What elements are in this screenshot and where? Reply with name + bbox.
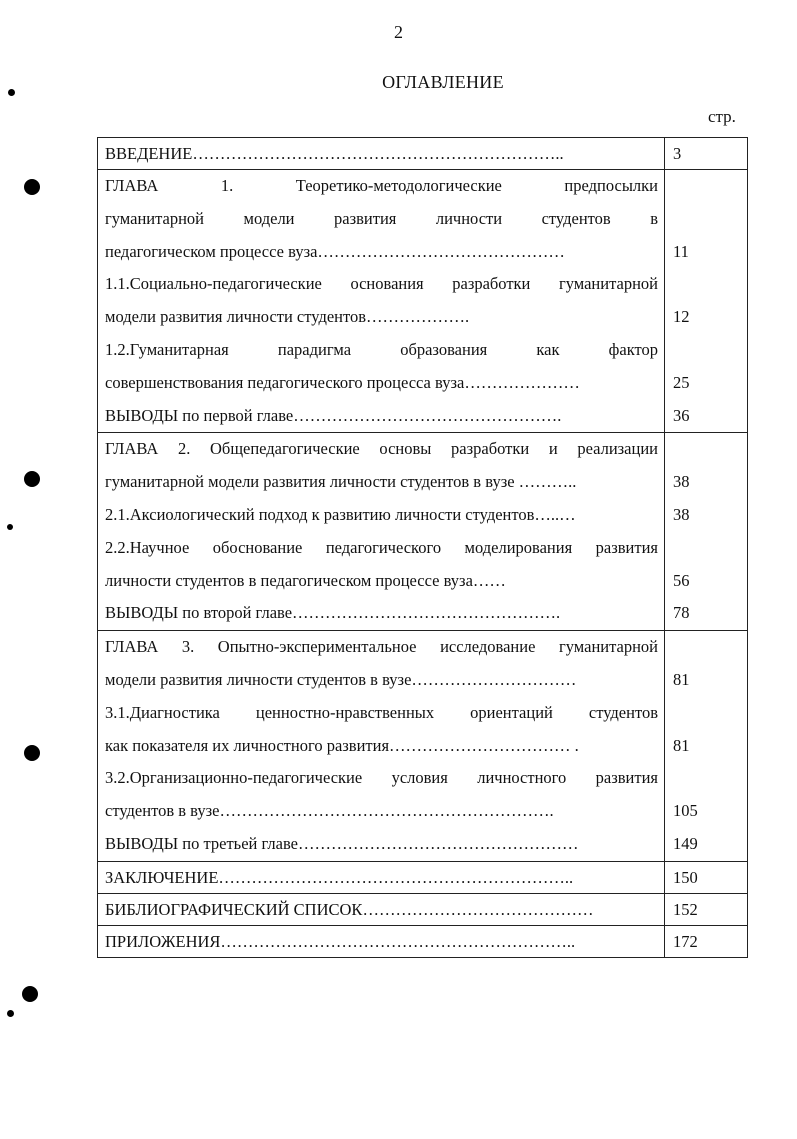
- toc-section: [98, 861, 748, 893]
- punch-hole-mark: [22, 986, 38, 1002]
- page-column-label: стр.: [708, 107, 736, 126]
- toc-entries-cell: [98, 433, 665, 631]
- toc-section: [98, 433, 748, 631]
- punch-hole-mark: [7, 524, 13, 530]
- punch-hole-mark: [8, 89, 15, 96]
- punch-hole-mark: [24, 471, 40, 487]
- toc-entry-line: педагогическом процессе вуза………………………………………: [105, 241, 565, 261]
- toc-pages-cell: [665, 893, 748, 925]
- toc-page-number: 3: [673, 144, 682, 163]
- toc-section: [98, 925, 748, 957]
- toc-page-number: 150: [673, 867, 698, 887]
- toc-page-number: 172: [673, 931, 698, 951]
- toc-entry-line: модели развития личности студентов в вузе…………………………: [105, 669, 577, 689]
- toc-pages-cell: [665, 631, 748, 862]
- toc-pages-cell: [665, 170, 748, 433]
- toc-body: [98, 138, 748, 958]
- toc-entry-line: ГЛАВА 3. Опытно-экспериментальное исследование гуманитарной: [105, 637, 658, 657]
- toc-entry-line: студентов в вузе…………………………………………………….: [105, 801, 554, 821]
- toc-section: [98, 138, 748, 170]
- punch-hole-mark: [24, 745, 40, 761]
- toc-page-number: [673, 203, 747, 236]
- toc-entry-line: 1.1.Социально-педагогические основания разработки гуманитарной: [105, 274, 658, 294]
- toc-page-number: 12: [673, 307, 690, 327]
- toc-entry-line: БИБЛИОГРАФИЧЕСКИЙ СПИСОК……………………………………: [105, 899, 594, 919]
- toc-entry-line: ГЛАВА 1. Теоретико-методологические предпосылки: [105, 176, 658, 195]
- toc-entry-line: ПРИЛОЖЕНИЯ………………………………………………………..: [105, 931, 576, 951]
- toc-page-number: 36: [673, 405, 690, 425]
- toc-page-number: 78: [673, 603, 690, 623]
- toc-section: [98, 170, 748, 433]
- toc-page-number: [673, 433, 747, 466]
- toc-entries-cell: [98, 861, 665, 893]
- toc-entry-line: гуманитарной модели развития личности студентов в: [105, 208, 658, 228]
- toc-entry-line: личности студентов в педагогическом процессе вуза……: [105, 570, 506, 590]
- toc-page-number: [673, 268, 747, 301]
- toc-page-number: 11: [673, 241, 689, 261]
- toc-page-number: 81: [673, 669, 690, 689]
- toc-page-number: 152: [673, 899, 698, 919]
- toc-entry-line: гуманитарной модели развития личности студентов в вузе ………..: [105, 472, 577, 492]
- toc-entries-cell: [98, 170, 665, 433]
- toc-page-number: [673, 762, 747, 795]
- toc-page-number: 149: [673, 833, 698, 853]
- toc-entry-line: ГЛАВА 2. Общепедагогические основы разработки и реализации: [105, 439, 658, 459]
- toc-entry-line: 3.1.Диагностика ценностно-нравственных ориентаций студентов: [105, 702, 658, 722]
- toc-pages-cell: [665, 925, 748, 957]
- toc-pages-cell: [665, 138, 748, 170]
- toc-entry-line: 2.1.Аксиологический подход к развитию личности студентов…..…: [105, 504, 576, 524]
- toc-section: [98, 893, 748, 925]
- toc-entry-line: 2.2.Научное обоснование педагогического моделирования развития: [105, 537, 658, 557]
- punch-hole-mark: [7, 1010, 14, 1017]
- toc-page-number: [673, 334, 747, 367]
- toc-entry-line: 3.2.Организационно-педагогические условия личностного развития: [105, 768, 658, 788]
- toc-entry-line: как показателя их личностного развития…………………………… .: [105, 735, 579, 755]
- toc-entry-line: совершенствования педагогического процесса вуза…………………: [105, 372, 580, 392]
- toc-page-number: 38: [673, 472, 690, 492]
- toc-entries-cell: [98, 631, 665, 862]
- toc-page-number: [673, 532, 747, 565]
- page-number: 2: [394, 22, 403, 42]
- toc-entry-line: модели развития личности студентов……………….: [105, 307, 470, 327]
- toc-entry-line: ВЫВОДЫ по второй главе………………………………………….: [105, 603, 561, 623]
- toc-pages-cell: [665, 861, 748, 893]
- toc-section: [98, 631, 748, 862]
- punch-hole-mark: [24, 179, 40, 195]
- toc-page-number: [673, 170, 747, 203]
- toc-page-number: 56: [673, 570, 690, 590]
- toc-page-number: 81: [673, 735, 690, 755]
- toc-page-number: 25: [673, 372, 690, 392]
- toc-table: [97, 137, 748, 958]
- toc-entry-line: ВЫВОДЫ по третьей главе……………………………………………: [105, 833, 579, 853]
- toc-page-number: [673, 631, 747, 664]
- toc-entries-cell: [98, 925, 665, 957]
- toc-page-number: 38: [673, 504, 690, 524]
- toc-pages-cell: [665, 433, 748, 631]
- toc-page-number: [673, 697, 747, 730]
- toc-entry-line: ВВЕДЕНИЕ…………………………………………………………..: [105, 144, 564, 163]
- toc-entry-line: 1.2.Гуманитарная парадигма образования как фактор: [105, 339, 658, 359]
- toc-title: ОГЛАВЛЕНИЕ: [382, 72, 504, 92]
- toc-entries-cell: [98, 138, 665, 170]
- toc-entries-cell: [98, 893, 665, 925]
- toc-entry-line: ЗАКЛЮЧЕНИЕ………………………………………………………..: [105, 867, 574, 887]
- toc-entry-line: ВЫВОДЫ по первой главе………………………………………….: [105, 405, 562, 425]
- toc-page-number: 105: [673, 801, 698, 821]
